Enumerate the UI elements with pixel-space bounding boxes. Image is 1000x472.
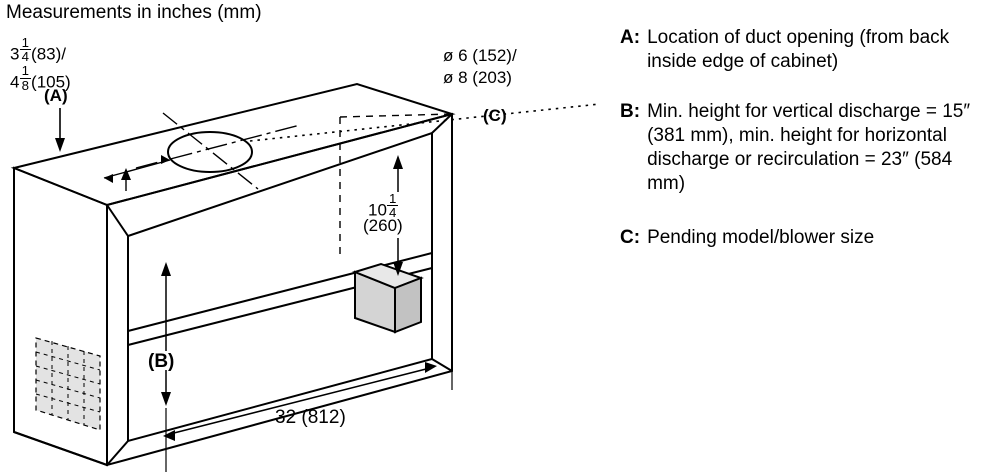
dim-a-line2-fraction: $\frac{1}{8}$: [21, 63, 29, 93]
dim-a-line1-tail: (83)/: [31, 44, 66, 64]
legend-key-a: A:: [620, 27, 641, 48]
legend-text-c: Pending model/blower size: [647, 227, 875, 248]
dim-label-a: [10, 36, 71, 93]
legend-text-b: Min. height for vertical discharge = 15″ (381 mm), min. height for horizontal discharge or recirculation = 23″ (584 mm): [647, 101, 971, 194]
legend-text-a: Location of duct opening (from back inside edge of cabinet): [647, 27, 950, 72]
legend-item-b: [620, 100, 992, 196]
dim-a-arrows: [104, 155, 170, 191]
dim-a-line2-tail: (105): [31, 72, 71, 92]
legend-key-c: C:: [620, 227, 641, 248]
legend-item-a: [620, 26, 992, 74]
legend-item-c: [620, 226, 992, 250]
dim-height-fraction: $\frac{1}{4}$: [389, 191, 397, 221]
dim-a-line2-value: 4: [10, 72, 20, 92]
duct-opening-ellipse: [168, 132, 252, 172]
cabinet-top-face: [14, 84, 452, 205]
hatched-floor-region: [36, 338, 100, 430]
blower-box: [355, 264, 421, 332]
dim-label-width: 32 (812): [275, 407, 346, 428]
dim-label-c-line1: ø 6 (152)/: [443, 46, 517, 65]
marker-a: (A): [44, 86, 68, 105]
dim-label-c-line2: ø 8 (203): [443, 68, 512, 87]
legend-key-b: B:: [620, 101, 641, 122]
dim-b-vertical: [161, 262, 171, 351]
measurements-caption: Measurements in inches (mm): [6, 2, 262, 23]
dim-a-line1-fraction: $\frac{1}{4}$: [21, 35, 29, 65]
marker-b: (B): [148, 351, 175, 372]
legend: [620, 26, 992, 276]
marker-c: (C): [483, 106, 507, 125]
dim-label-height-line2: (260): [363, 216, 403, 235]
dim-height-value: 10: [368, 200, 387, 220]
dim-a-line1-value: 3: [10, 44, 20, 64]
